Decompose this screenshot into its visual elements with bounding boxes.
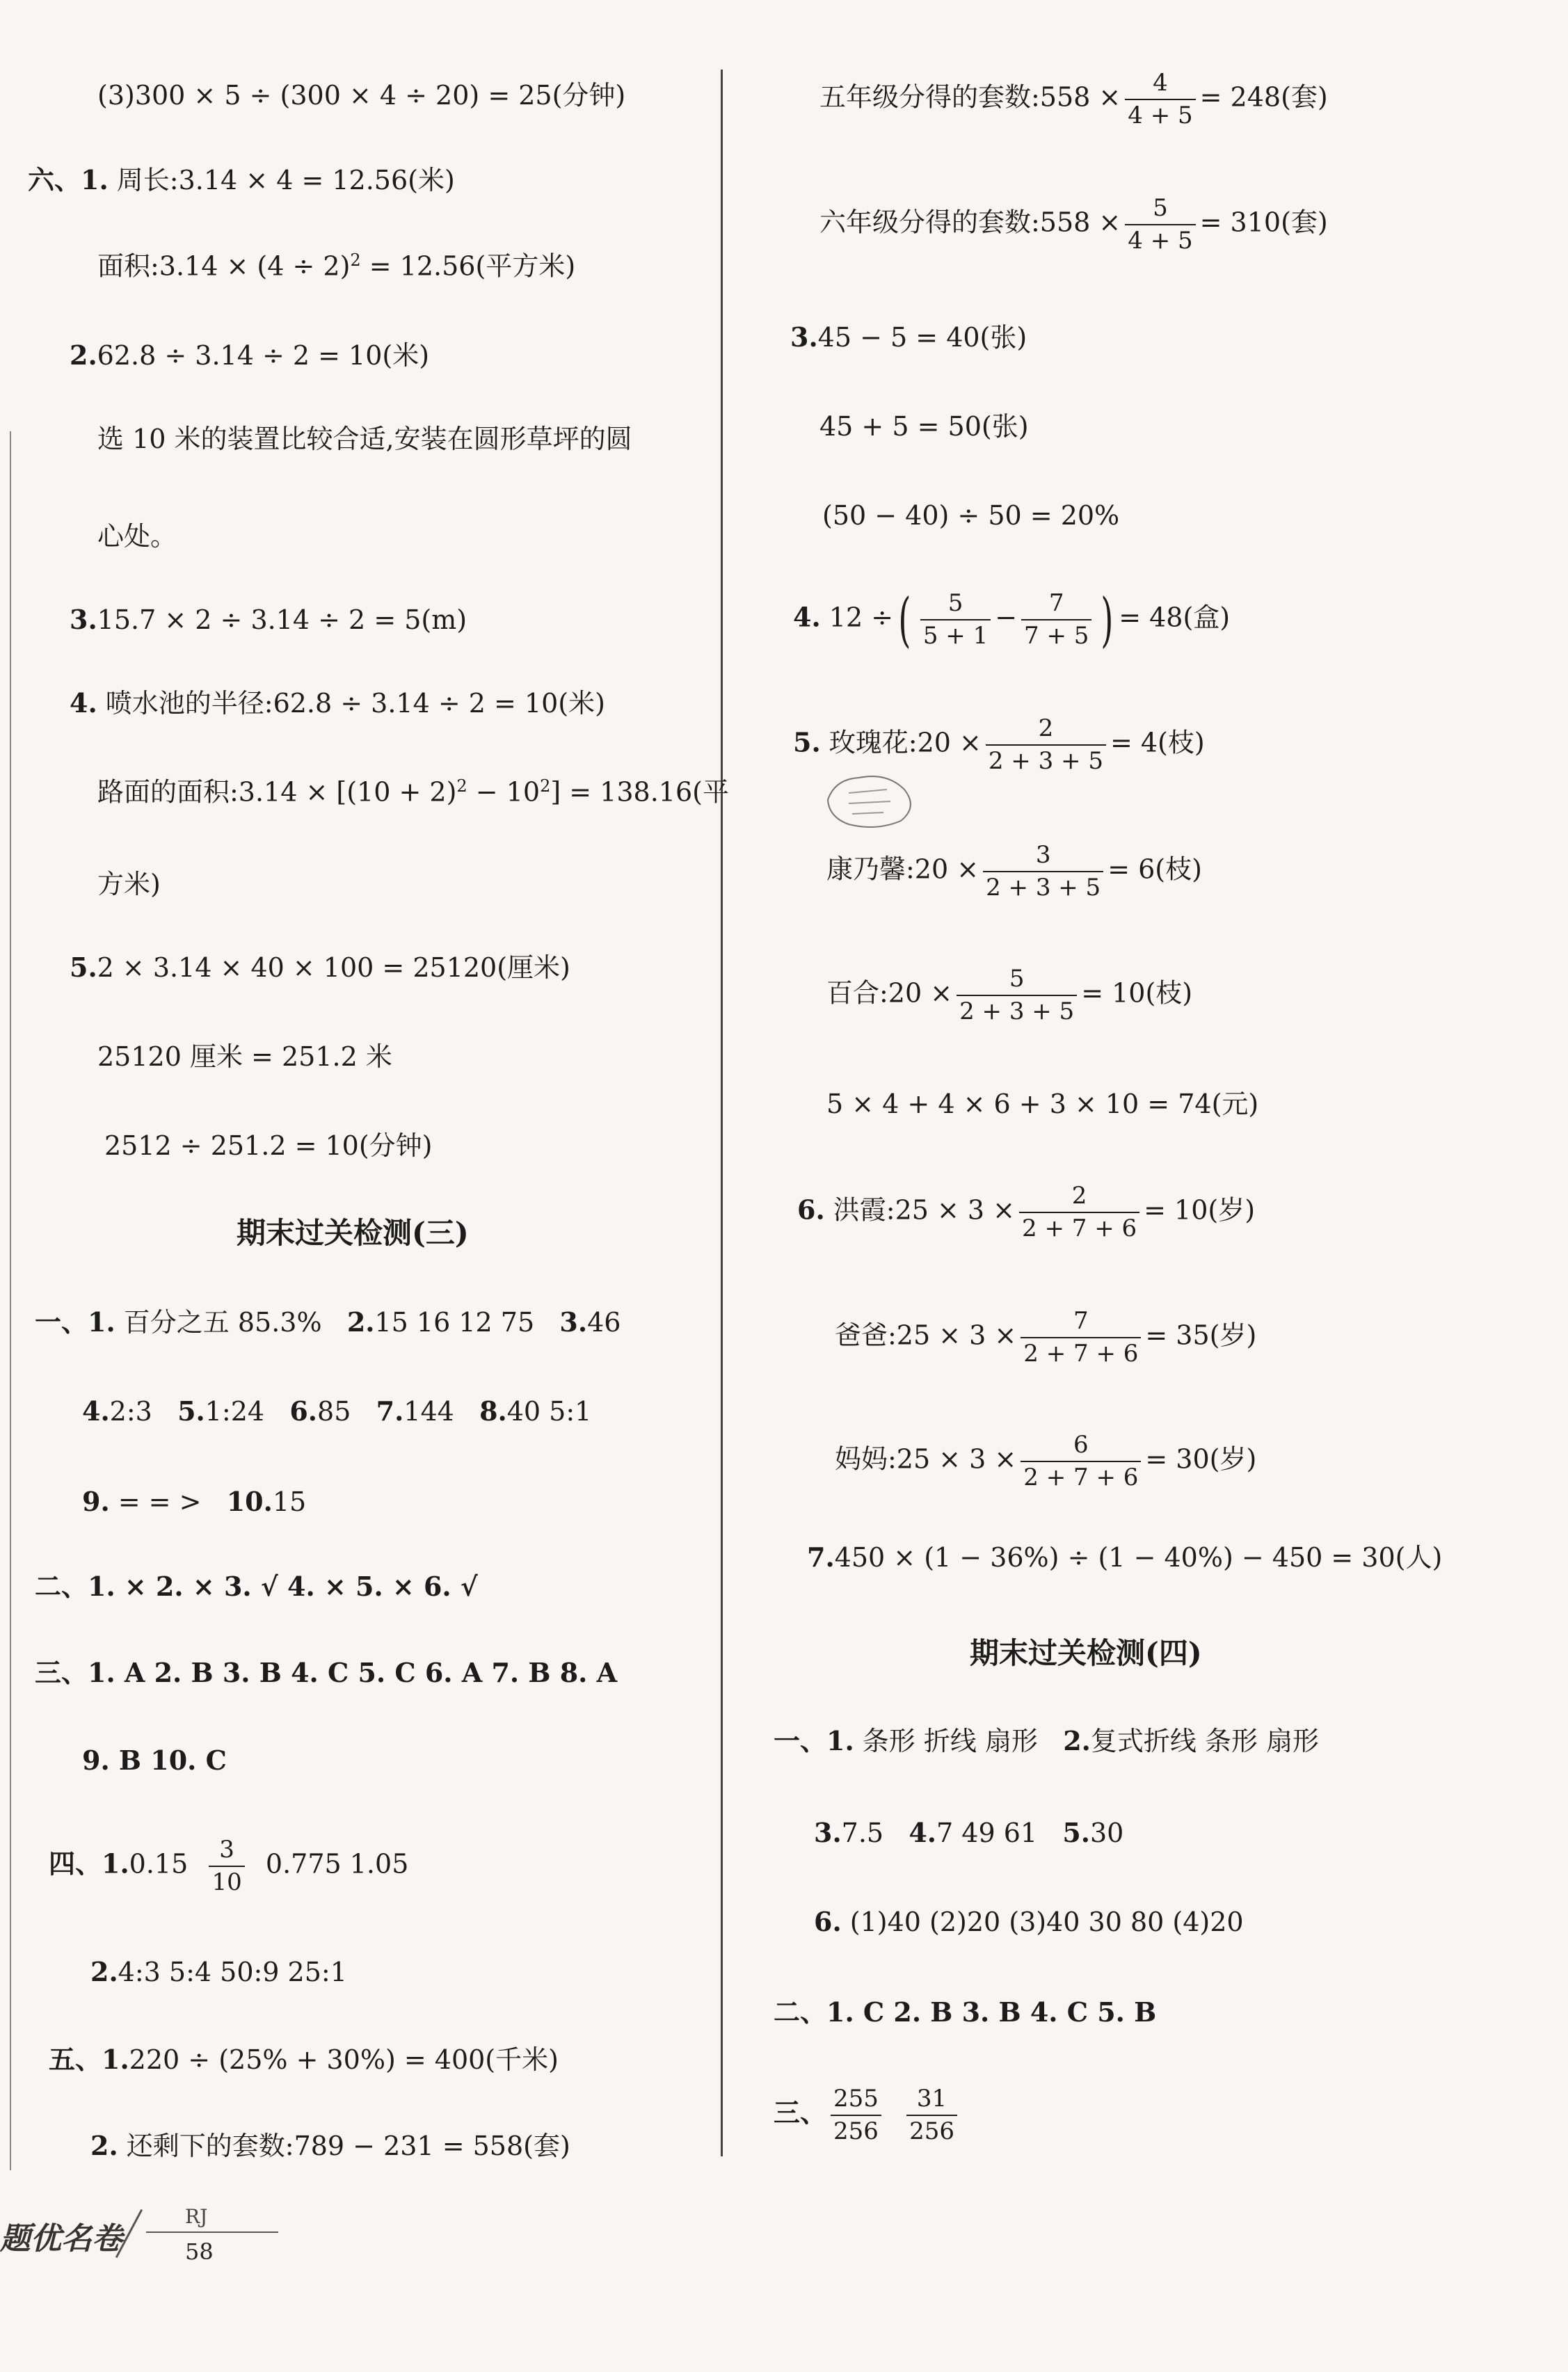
answer-line: 二、1. × 2. × 3. √ 4. × 5. × 6. √ xyxy=(35,1571,478,1602)
answer-line: 2512 ÷ 251.2 = 10(分钟) xyxy=(104,1130,433,1161)
fraction: $\frac{3}{10}$ xyxy=(209,1836,244,1896)
answer-line: 3.15.7 × 2 ÷ 3.14 ÷ 2 = 5(m) xyxy=(70,604,467,635)
answer-line: 4.2:3 5.1:24 6.85 7.144 8.40 5:1 xyxy=(82,1395,592,1427)
answer-line: 康乃馨:20 × $\frac{3}{2 + 3 + 5}$ = 6(枝) xyxy=(826,841,1202,902)
answer-line: 百合:20 × $\frac{5}{2 + 3 + 5}$ = 10(枝) xyxy=(826,965,1193,1026)
answer-line: 面积:3.14 × $(4 \div 2)^2 = 12.56$(平方米) xyxy=(97,250,576,282)
answer-line: 4. 12 ÷( $\frac{5}{5 + 1}$ − $\frac{7}{7 + 5}$ ) = 48(盒) xyxy=(793,586,1231,655)
answer-line: 五、1.220 ÷ (25% + 30%) = 400(千米) xyxy=(49,2044,559,2075)
answer-line: 选 10 米的装置比较合适,安装在圆形草坪的圆 xyxy=(97,424,632,454)
answer-line: 3.45 − 5 = 40(张) xyxy=(790,321,1027,353)
answer-line: 一、1. 百分之五 85.3% 2.15 16 12 75 3.46 xyxy=(35,1306,621,1338)
page-number: 58 xyxy=(185,2238,214,2265)
answer-line: 7.450 × (1 − 36%) ÷ (1 − 40%) − 450 = 30(人) xyxy=(807,1541,1443,1573)
answer-line: 9. = = > 10.15 xyxy=(82,1486,307,1517)
answer-line: 3.7.5 4.7 49 61 5.30 xyxy=(814,1817,1124,1848)
answer-line: 三、 $\frac{255}{256}$ $\frac{31}{256}$ xyxy=(774,2085,961,2145)
left-paren-icon: ( xyxy=(898,586,911,655)
answer-line: 六、1. 周长:3.14 × 4 = 12.56(米) xyxy=(28,164,455,195)
answer-line: 5 × 4 + 4 × 6 + 3 × 10 = 74(元) xyxy=(826,1089,1259,1119)
stamp-doodle-icon xyxy=(821,765,925,835)
answer-line: 妈妈:25 × 3 × $\frac{6}{2 + 7 + 6}$ = 30(岁) xyxy=(835,1431,1257,1492)
left-margin-line xyxy=(10,431,11,2170)
fraction: $\frac{31}{256}$ xyxy=(906,2085,957,2145)
answer-line: 一、1. 条形 折线 扇形 2.复式折线 条形 扇形 xyxy=(774,1725,1320,1756)
answer-line: 五年级分得的套数:558 × $\frac{4}{4 + 5}$ = 248(套) xyxy=(819,69,1328,130)
column-divider xyxy=(721,70,723,2156)
right-paren-icon: ) xyxy=(1101,586,1114,655)
answer-line: 二、1. C 2. B 3. B 4. C 5. B xyxy=(774,1996,1157,2028)
fraction: $\frac{6}{2 + 7 + 6}$ xyxy=(1021,1432,1141,1491)
fraction: $\frac{5}{2 + 3 + 5}$ xyxy=(957,965,1077,1025)
answer-line: 方米) xyxy=(97,869,161,899)
fraction: $\frac{7}{7 + 5}$ xyxy=(1021,590,1091,650)
fraction: $\frac{3}{2 + 3 + 5}$ xyxy=(983,842,1103,901)
answer-line: 2.4:3 5:4 50:9 25:1 xyxy=(90,1956,347,1987)
footer-brand: 题优名卷 xyxy=(0,2221,122,2257)
fraction: $\frac{5}{5 + 1}$ xyxy=(920,590,991,650)
answer-line: (3)300 × 5 ÷ (300 × 4 ÷ 20) = 25(分钟) xyxy=(97,80,626,111)
answer-line: 5.2 × 3.14 × 40 × 100 = 25120(厘米) xyxy=(70,952,570,983)
answer-line: (50 − 40) ÷ 50 = 20% xyxy=(822,500,1120,531)
answer-line: 5. 玫瑰花:20 × $\frac{2}{2 + 3 + 5}$ = 4(枝) xyxy=(793,714,1205,776)
answer-line: 2.62.8 ÷ 3.14 ÷ 2 = 10(米) xyxy=(70,339,430,371)
answer-line: 六年级分得的套数:558 × $\frac{5}{4 + 5}$ = 310(套) xyxy=(819,194,1328,255)
answer-line: 2. 还剩下的套数:789 − 231 = 558(套) xyxy=(90,2130,570,2161)
answer-line: 爸爸:25 × 3 × $\frac{7}{2 + 7 + 6}$ = 35(岁) xyxy=(835,1307,1257,1368)
answer-line: 心处。 xyxy=(97,521,177,552)
fraction: $\frac{2}{2 + 7 + 6}$ xyxy=(1019,1183,1139,1242)
section-title: 期末过关检测(三) xyxy=(237,1216,469,1250)
answer-line: 6. 洪霞:25 × 3 × $\frac{2}{2 + 7 + 6}$ = 10(岁) xyxy=(797,1182,1256,1243)
fraction: $\frac{4}{4 + 5}$ xyxy=(1125,70,1195,129)
fraction: $\frac{2}{2 + 3 + 5}$ xyxy=(986,715,1106,775)
footer-edition: RJ xyxy=(185,2205,208,2228)
section-title: 期末过关检测(四) xyxy=(970,1636,1202,1670)
answer-line: 四、1.0.15 $\frac{3}{10}$ 0.775 1.05 xyxy=(49,1836,409,1897)
answer-line: 路面的面积:3.14 × $[(10 + 2)^2 - 10^2] = 138.16$(平 xyxy=(97,776,729,808)
answer-line: 45 + 5 = 50(张) xyxy=(819,411,1029,442)
answer-line: 25120 厘米 = 251.2 米 xyxy=(97,1041,392,1072)
fraction: $\frac{7}{2 + 7 + 6}$ xyxy=(1021,1308,1141,1368)
fraction: $\frac{255}{256}$ xyxy=(831,2085,881,2145)
answer-line: 4. 喷水池的半径:62.8 ÷ 3.14 ÷ 2 = 10(米) xyxy=(70,687,605,719)
fraction: $\frac{5}{4 + 5}$ xyxy=(1125,195,1195,255)
answer-line: 6. (1)40 (2)20 (3)40 30 80 (4)20 xyxy=(814,1906,1244,1937)
footer-rule xyxy=(146,2231,278,2233)
answer-line: 9. B 10. C xyxy=(82,1745,227,1776)
answer-line: 三、1. A 2. B 3. B 4. C 5. C 6. A 7. B 8. A xyxy=(35,1657,618,1688)
